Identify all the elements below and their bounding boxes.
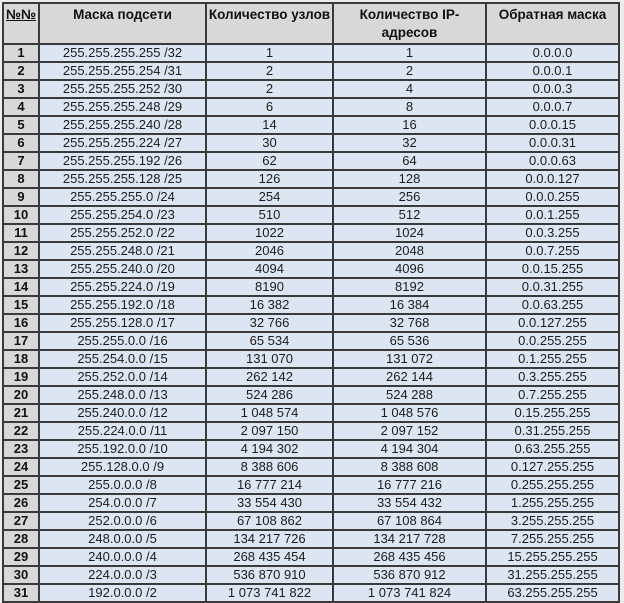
cell-ips: 512: [333, 206, 486, 224]
cell-mask: 255.240.0.0 /12: [39, 404, 206, 422]
table-row: [3, 332, 619, 350]
cell-num: 7: [3, 152, 39, 170]
cell-mask: 255.128.0.0 /9: [39, 458, 206, 476]
table-row: [3, 170, 619, 188]
cell-num: 18: [3, 350, 39, 368]
cell-wildcard: 0.0.31.255: [486, 278, 619, 296]
cell-num: 4: [3, 98, 39, 116]
table-row: [3, 548, 619, 566]
cell-mask: 255.255.252.0 /22: [39, 224, 206, 242]
cell-mask: 255.0.0.0 /8: [39, 476, 206, 494]
cell-mask: 255.255.255.0 /24: [39, 188, 206, 206]
cell-ips: 67 108 864: [333, 512, 486, 530]
table-row: [3, 422, 619, 440]
cell-mask: 255.255.255.248 /29: [39, 98, 206, 116]
table-row: [3, 62, 619, 80]
table-row: [3, 44, 619, 62]
cell-mask: 255.248.0.0 /13: [39, 386, 206, 404]
cell-num: 21: [3, 404, 39, 422]
cell-num: 31: [3, 584, 39, 602]
cell-ips: 268 435 456: [333, 548, 486, 566]
cell-hosts: 33 554 430: [206, 494, 333, 512]
cell-mask: 248.0.0.0 /5: [39, 530, 206, 548]
cell-num: 14: [3, 278, 39, 296]
cell-wildcard: 7.255.255.255: [486, 530, 619, 548]
cell-mask: 255.192.0.0 /10: [39, 440, 206, 458]
table-row: [3, 188, 619, 206]
cell-wildcard: 0.0.0.255: [486, 188, 619, 206]
table-row: [3, 206, 619, 224]
table-row: [3, 98, 619, 116]
cell-mask: 192.0.0.0 /2: [39, 584, 206, 602]
cell-wildcard: 0.0.3.255: [486, 224, 619, 242]
header-row: [3, 3, 619, 44]
table-row: [3, 368, 619, 386]
cell-wildcard: 0.0.15.255: [486, 260, 619, 278]
cell-hosts: 131 070: [206, 350, 333, 368]
cell-hosts: 8 388 606: [206, 458, 333, 476]
subnet-mask-table: [2, 2, 620, 603]
cell-hosts: 1: [206, 44, 333, 62]
cell-wildcard: 0.0.0.7: [486, 98, 619, 116]
table-row: [3, 152, 619, 170]
cell-ips: 32 768: [333, 314, 486, 332]
cell-mask: 255.255.255.252 /30: [39, 80, 206, 98]
cell-ips: 16 777 216: [333, 476, 486, 494]
cell-num: 28: [3, 530, 39, 548]
cell-wildcard: 0.0.0.1: [486, 62, 619, 80]
cell-num: 22: [3, 422, 39, 440]
cell-ips: 4096: [333, 260, 486, 278]
table-row: [3, 512, 619, 530]
cell-ips: 32: [333, 134, 486, 152]
cell-ips: 2048: [333, 242, 486, 260]
cell-mask: 255.255.0.0 /16: [39, 332, 206, 350]
cell-hosts: 30: [206, 134, 333, 152]
column-header-number: №№: [3, 3, 39, 44]
cell-hosts: 2 097 150: [206, 422, 333, 440]
cell-num: 3: [3, 80, 39, 98]
table-row: [3, 224, 619, 242]
cell-ips: 8 388 608: [333, 458, 486, 476]
cell-hosts: 67 108 862: [206, 512, 333, 530]
cell-ips: 256: [333, 188, 486, 206]
cell-hosts: 62: [206, 152, 333, 170]
cell-ips: 33 554 432: [333, 494, 486, 512]
cell-ips: 1 048 576: [333, 404, 486, 422]
table-row: [3, 440, 619, 458]
cell-hosts: 524 286: [206, 386, 333, 404]
cell-hosts: 2: [206, 80, 333, 98]
cell-ips: 131 072: [333, 350, 486, 368]
cell-hosts: 4 194 302: [206, 440, 333, 458]
cell-ips: 536 870 912: [333, 566, 486, 584]
cell-ips: 1024: [333, 224, 486, 242]
cell-wildcard: 0.0.7.255: [486, 242, 619, 260]
column-header-host-count: Количество узлов: [206, 3, 333, 44]
cell-wildcard: 0.0.0.31: [486, 134, 619, 152]
cell-ips: 2: [333, 62, 486, 80]
cell-wildcard: 0.0.0.63: [486, 152, 619, 170]
cell-num: 13: [3, 260, 39, 278]
column-header-subnet-mask: Маска подсети: [39, 3, 206, 44]
cell-hosts: 16 777 214: [206, 476, 333, 494]
cell-num: 26: [3, 494, 39, 512]
cell-ips: 1: [333, 44, 486, 62]
column-header-ip-count: Количество IP-адресов: [333, 3, 486, 44]
cell-num: 23: [3, 440, 39, 458]
cell-ips: 1 073 741 824: [333, 584, 486, 602]
cell-ips: 524 288: [333, 386, 486, 404]
cell-mask: 255.255.192.0 /18: [39, 296, 206, 314]
cell-num: 2: [3, 62, 39, 80]
column-header-wildcard-mask: Обратная маска: [486, 3, 619, 44]
cell-wildcard: 15.255.255.255: [486, 548, 619, 566]
table-row: [3, 530, 619, 548]
cell-hosts: 8190: [206, 278, 333, 296]
cell-wildcard: 31.255.255.255: [486, 566, 619, 584]
cell-num: 9: [3, 188, 39, 206]
cell-hosts: 134 217 726: [206, 530, 333, 548]
cell-ips: 16: [333, 116, 486, 134]
table-row: [3, 314, 619, 332]
cell-wildcard: 1.255.255.255: [486, 494, 619, 512]
table-header: [3, 3, 619, 44]
cell-hosts: 536 870 910: [206, 566, 333, 584]
cell-wildcard: 0.0.0.3: [486, 80, 619, 98]
subnet-table-body: [3, 44, 619, 602]
cell-num: 29: [3, 548, 39, 566]
cell-wildcard: 0.255.255.255: [486, 476, 619, 494]
cell-hosts: 32 766: [206, 314, 333, 332]
cell-hosts: 4094: [206, 260, 333, 278]
cell-mask: 255.255.240.0 /20: [39, 260, 206, 278]
cell-num: 24: [3, 458, 39, 476]
table-row: [3, 134, 619, 152]
table-row: [3, 116, 619, 134]
cell-wildcard: 0.127.255.255: [486, 458, 619, 476]
cell-mask: 254.0.0.0 /7: [39, 494, 206, 512]
cell-num: 12: [3, 242, 39, 260]
cell-wildcard: 3.255.255.255: [486, 512, 619, 530]
cell-wildcard: 0.0.63.255: [486, 296, 619, 314]
table-row: [3, 350, 619, 368]
cell-ips: 262 144: [333, 368, 486, 386]
table-row: [3, 566, 619, 584]
cell-wildcard: 0.7.255.255: [486, 386, 619, 404]
cell-hosts: 254: [206, 188, 333, 206]
cell-mask: 255.255.248.0 /21: [39, 242, 206, 260]
cell-ips: 65 536: [333, 332, 486, 350]
cell-ips: 16 384: [333, 296, 486, 314]
cell-hosts: 510: [206, 206, 333, 224]
cell-mask: 255.255.255.240 /28: [39, 116, 206, 134]
cell-wildcard: 0.3.255.255: [486, 368, 619, 386]
cell-ips: 4 194 304: [333, 440, 486, 458]
cell-ips: 2 097 152: [333, 422, 486, 440]
cell-wildcard: 0.1.255.255: [486, 350, 619, 368]
cell-mask: 255.255.255.255 /32: [39, 44, 206, 62]
cell-hosts: 126: [206, 170, 333, 188]
cell-wildcard: 0.31.255.255: [486, 422, 619, 440]
cell-wildcard: 0.0.1.255: [486, 206, 619, 224]
cell-mask: 240.0.0.0 /4: [39, 548, 206, 566]
cell-num: 10: [3, 206, 39, 224]
cell-hosts: 1022: [206, 224, 333, 242]
cell-wildcard: 0.0.255.255: [486, 332, 619, 350]
table-row: [3, 260, 619, 278]
cell-mask: 255.255.254.0 /23: [39, 206, 206, 224]
cell-hosts: 262 142: [206, 368, 333, 386]
cell-mask: 255.255.224.0 /19: [39, 278, 206, 296]
cell-mask: 255.254.0.0 /15: [39, 350, 206, 368]
table-row: [3, 458, 619, 476]
cell-num: 30: [3, 566, 39, 584]
table-row: [3, 242, 619, 260]
table-row: [3, 476, 619, 494]
cell-ips: 134 217 728: [333, 530, 486, 548]
cell-num: 20: [3, 386, 39, 404]
table-row: [3, 404, 619, 422]
cell-hosts: 2: [206, 62, 333, 80]
cell-mask: 255.255.255.192 /26: [39, 152, 206, 170]
cell-num: 17: [3, 332, 39, 350]
cell-num: 15: [3, 296, 39, 314]
cell-ips: 4: [333, 80, 486, 98]
cell-num: 16: [3, 314, 39, 332]
cell-hosts: 6: [206, 98, 333, 116]
cell-wildcard: 0.0.0.127: [486, 170, 619, 188]
cell-num: 27: [3, 512, 39, 530]
cell-ips: 8192: [333, 278, 486, 296]
cell-num: 25: [3, 476, 39, 494]
table-row: [3, 278, 619, 296]
cell-wildcard: 63.255.255.255: [486, 584, 619, 602]
table-row: [3, 296, 619, 314]
cell-mask: 255.255.255.254 /31: [39, 62, 206, 80]
cell-num: 11: [3, 224, 39, 242]
table-row: [3, 494, 619, 512]
cell-num: 19: [3, 368, 39, 386]
cell-hosts: 65 534: [206, 332, 333, 350]
cell-hosts: 268 435 454: [206, 548, 333, 566]
cell-mask: 255.255.255.224 /27: [39, 134, 206, 152]
cell-mask: 252.0.0.0 /6: [39, 512, 206, 530]
cell-num: 1: [3, 44, 39, 62]
subnet-mask-table-container: [2, 2, 620, 603]
cell-wildcard: 0.15.255.255: [486, 404, 619, 422]
cell-num: 8: [3, 170, 39, 188]
cell-mask: 255.255.255.128 /25: [39, 170, 206, 188]
cell-hosts: 16 382: [206, 296, 333, 314]
cell-wildcard: 0.63.255.255: [486, 440, 619, 458]
cell-mask: 255.224.0.0 /11: [39, 422, 206, 440]
cell-hosts: 1 073 741 822: [206, 584, 333, 602]
cell-mask: 224.0.0.0 /3: [39, 566, 206, 584]
cell-hosts: 2046: [206, 242, 333, 260]
table-row: [3, 584, 619, 602]
cell-ips: 8: [333, 98, 486, 116]
cell-ips: 128: [333, 170, 486, 188]
cell-mask: 255.255.128.0 /17: [39, 314, 206, 332]
cell-num: 6: [3, 134, 39, 152]
cell-hosts: 1 048 574: [206, 404, 333, 422]
cell-ips: 64: [333, 152, 486, 170]
cell-mask: 255.252.0.0 /14: [39, 368, 206, 386]
table-row: [3, 80, 619, 98]
cell-wildcard: 0.0.0.15: [486, 116, 619, 134]
cell-hosts: 14: [206, 116, 333, 134]
cell-num: 5: [3, 116, 39, 134]
cell-wildcard: 0.0.0.0: [486, 44, 619, 62]
cell-wildcard: 0.0.127.255: [486, 314, 619, 332]
table-row: [3, 386, 619, 404]
